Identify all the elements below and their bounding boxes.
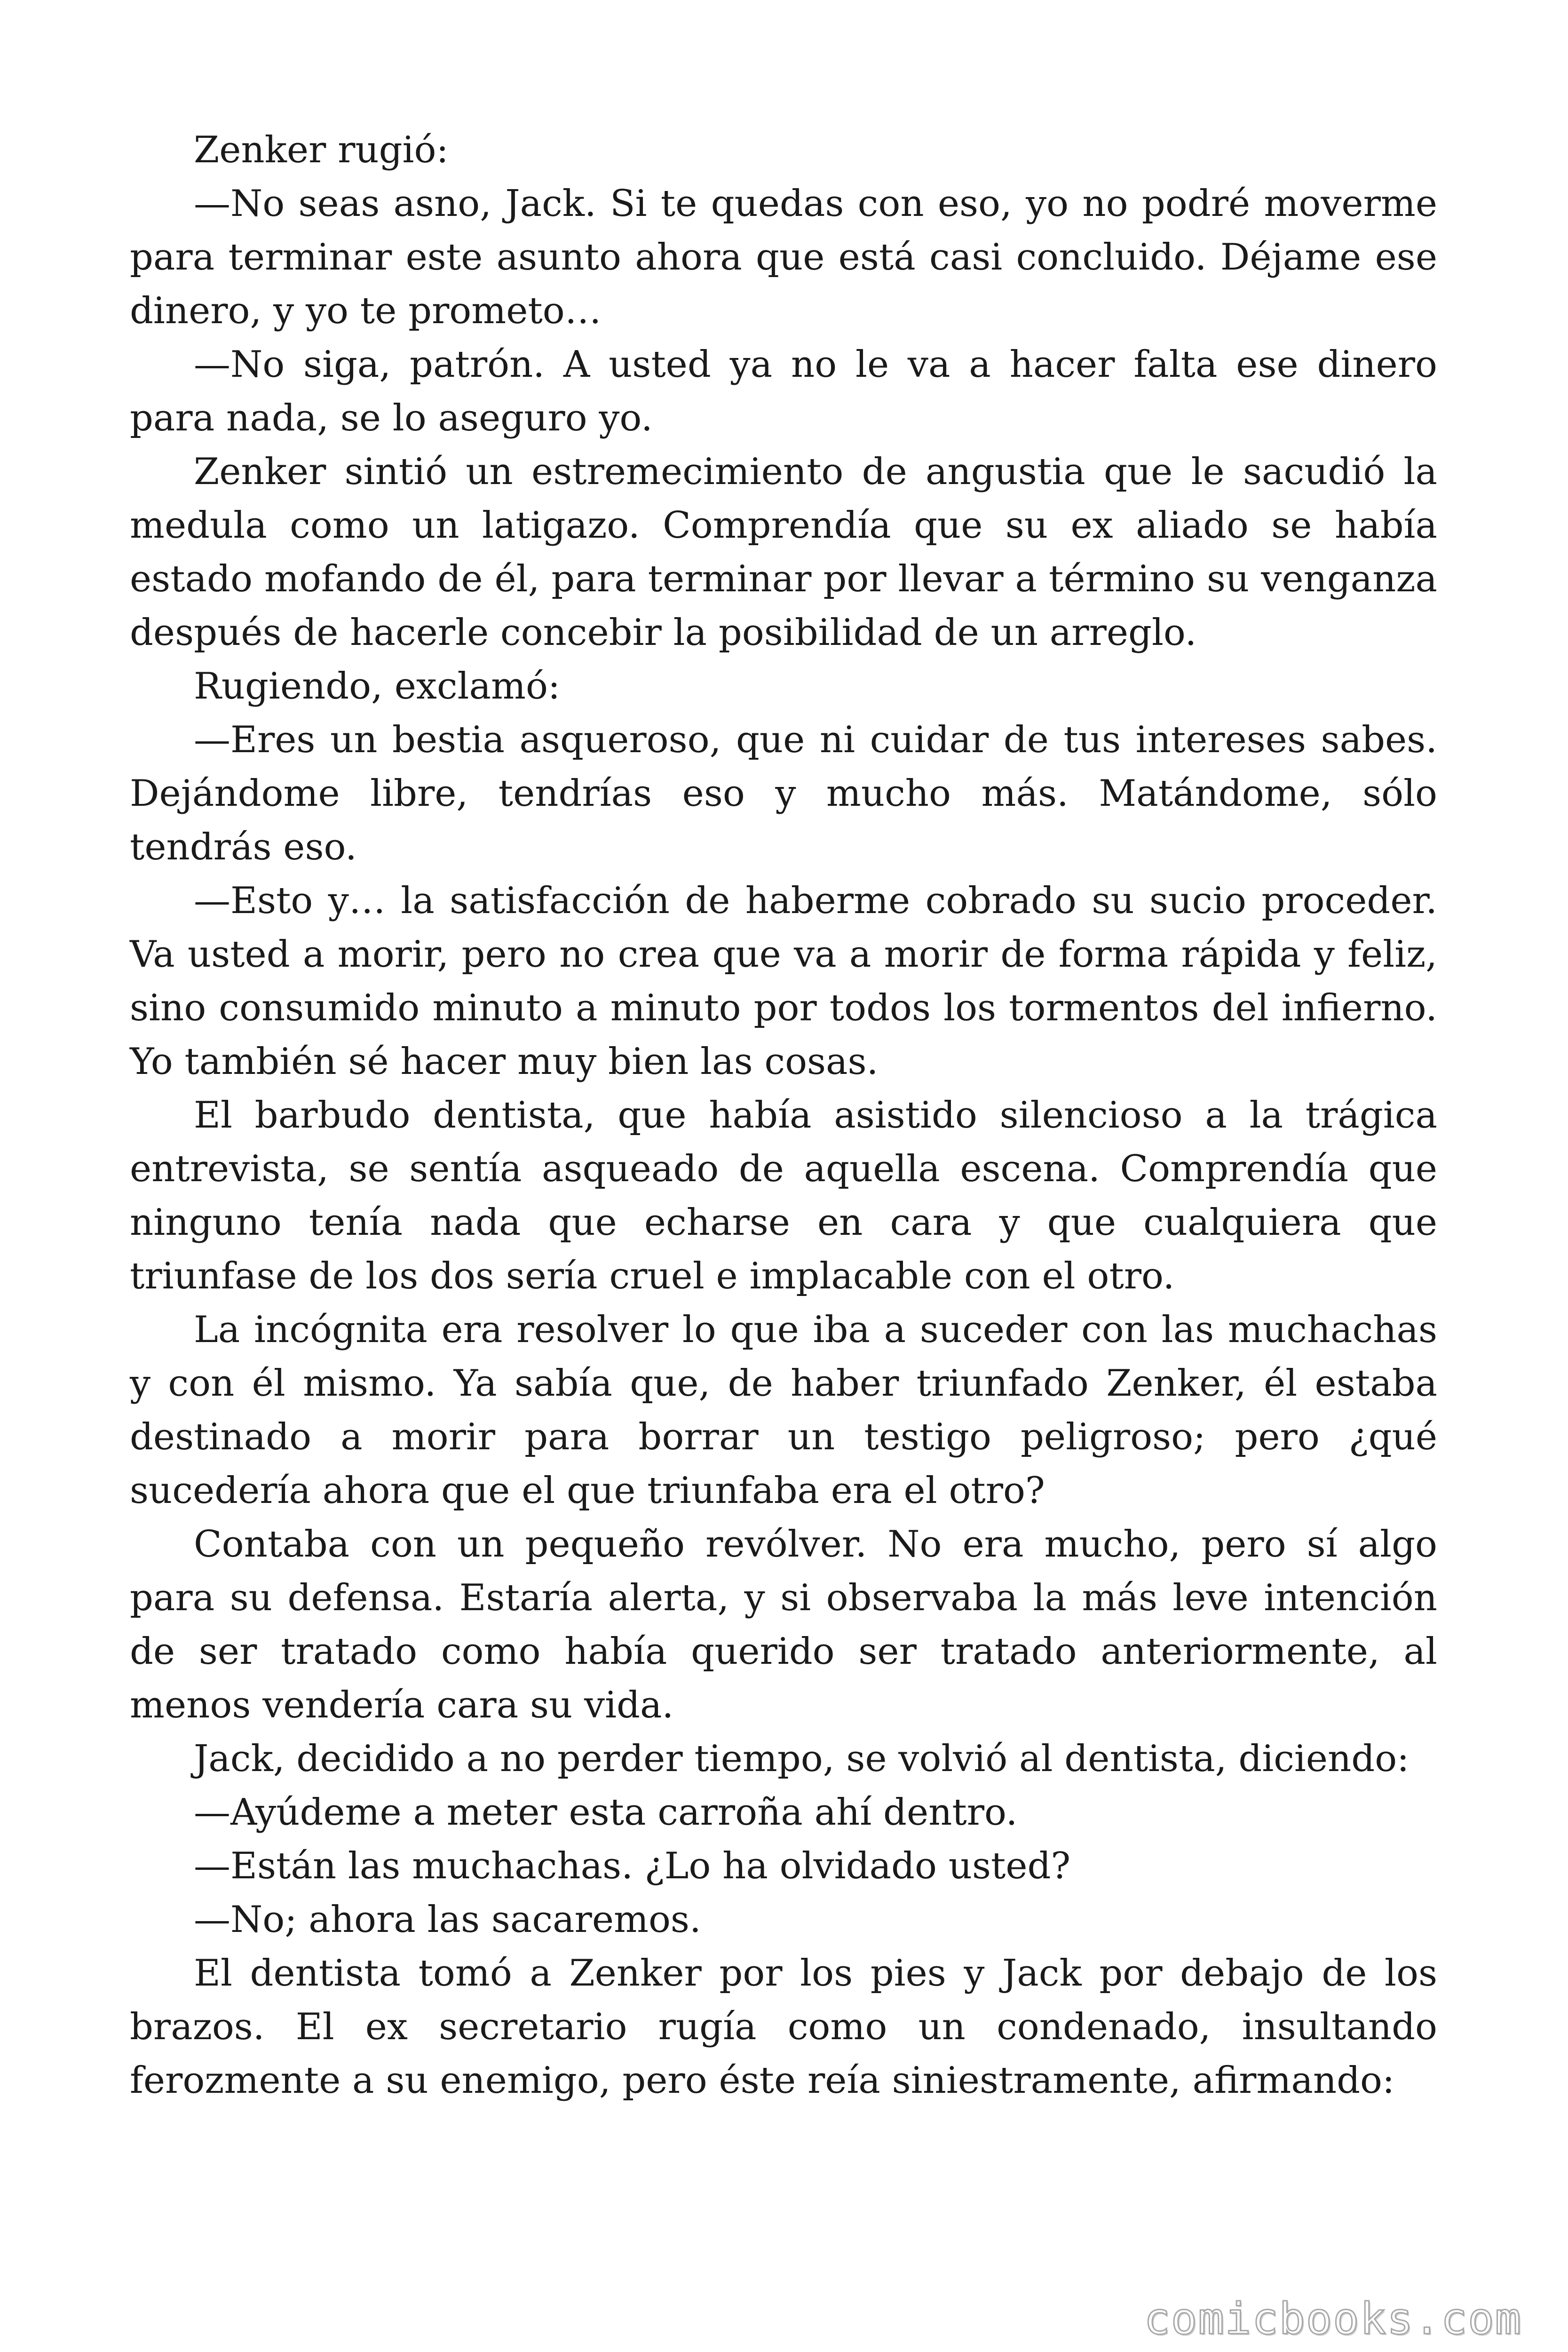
paragraph: Jack, decidido a no perder tiempo, se volvió al dentista, diciendo: <box>194 1738 1410 1780</box>
paragraph: —Esto y… la satisfacción de haberme cobrado su sucio proceder. Va usted a morir, pero no crea que va a morir de forma rápida y feliz, sino consumido minuto a minuto por todos los tormentos del infierno. Yo también sé hacer muy bien las cosas. <box>130 880 1437 1083</box>
paragraph: —No siga, patrón. A usted ya no le va a hacer falta ese dinero para nada, se lo aseguro yo. <box>130 343 1437 439</box>
paragraph: Rugiendo, exclamó: <box>194 665 561 707</box>
paragraph: —Están las muchachas. ¿Lo ha olvidado usted? <box>194 1845 1071 1887</box>
paragraph: El dentista tomó a Zenker por los pies y Jack por debajo de los brazos. El ex secretario rugía como un condenado, insultando ferozmente a su enemigo, pero éste reía siniestramente, afirmando: <box>130 1952 1437 2102</box>
paragraph: Contaba con un pequeño revólver. No era mucho, pero sí algo para su defensa. Estaría alerta, y si observaba la más leve intención de ser tratado como había querido ser tratado anteriormente, al menos vendería cara su vida. <box>130 1523 1437 1726</box>
paragraph: —Eres un bestia asqueroso, que ni cuidar de tus intereses sabes. Dejándome libre, tendrías eso y mucho más. Matándome, sólo tendrás eso. <box>130 719 1437 868</box>
paragraph: —Ayúdeme a meter esta carroña ahí dentro. <box>194 1791 1018 1834</box>
paragraph: Zenker sintió un estremecimiento de angustia que le sacudió la medula como un latigazo. Comprendía que su ex aliado se había estado mofando de él, para terminar por llevar a término su venganza después de hacerle concebir la posibilidad de un arreglo. <box>130 451 1437 654</box>
watermark: comicbooks.com <box>1144 2294 1522 2344</box>
paragraph: —No; ahora las sacaremos. <box>194 1899 701 1941</box>
paragraph: Zenker rugió: <box>194 129 449 171</box>
paragraph: —No seas asno, Jack. Si te quedas con eso, yo no podré moverme para terminar este asunto ahora que está casi concluido. Déjame ese dinero, y yo te prometo… <box>130 183 1437 332</box>
paragraph: La incógnita era resolver lo que iba a suceder con las muchachas y con él mismo. Ya sabía que, de haber triunfado Zenker, él estaba destinado a morir para borrar un testigo peligroso; pero ¿qué sucedería ahora que el que triunfaba era el otro? <box>130 1309 1437 1512</box>
page-body-text <box>130 123 1437 2107</box>
paragraph: El barbudo dentista, que había asistido silencioso a la trágica entrevista, se sentía asqueado de aquella escena. Comprendía que ninguno tenía nada que echarse en cara y que cualquiera que triunfase de los dos sería cruel e implacable con el otro. <box>130 1094 1437 1297</box>
